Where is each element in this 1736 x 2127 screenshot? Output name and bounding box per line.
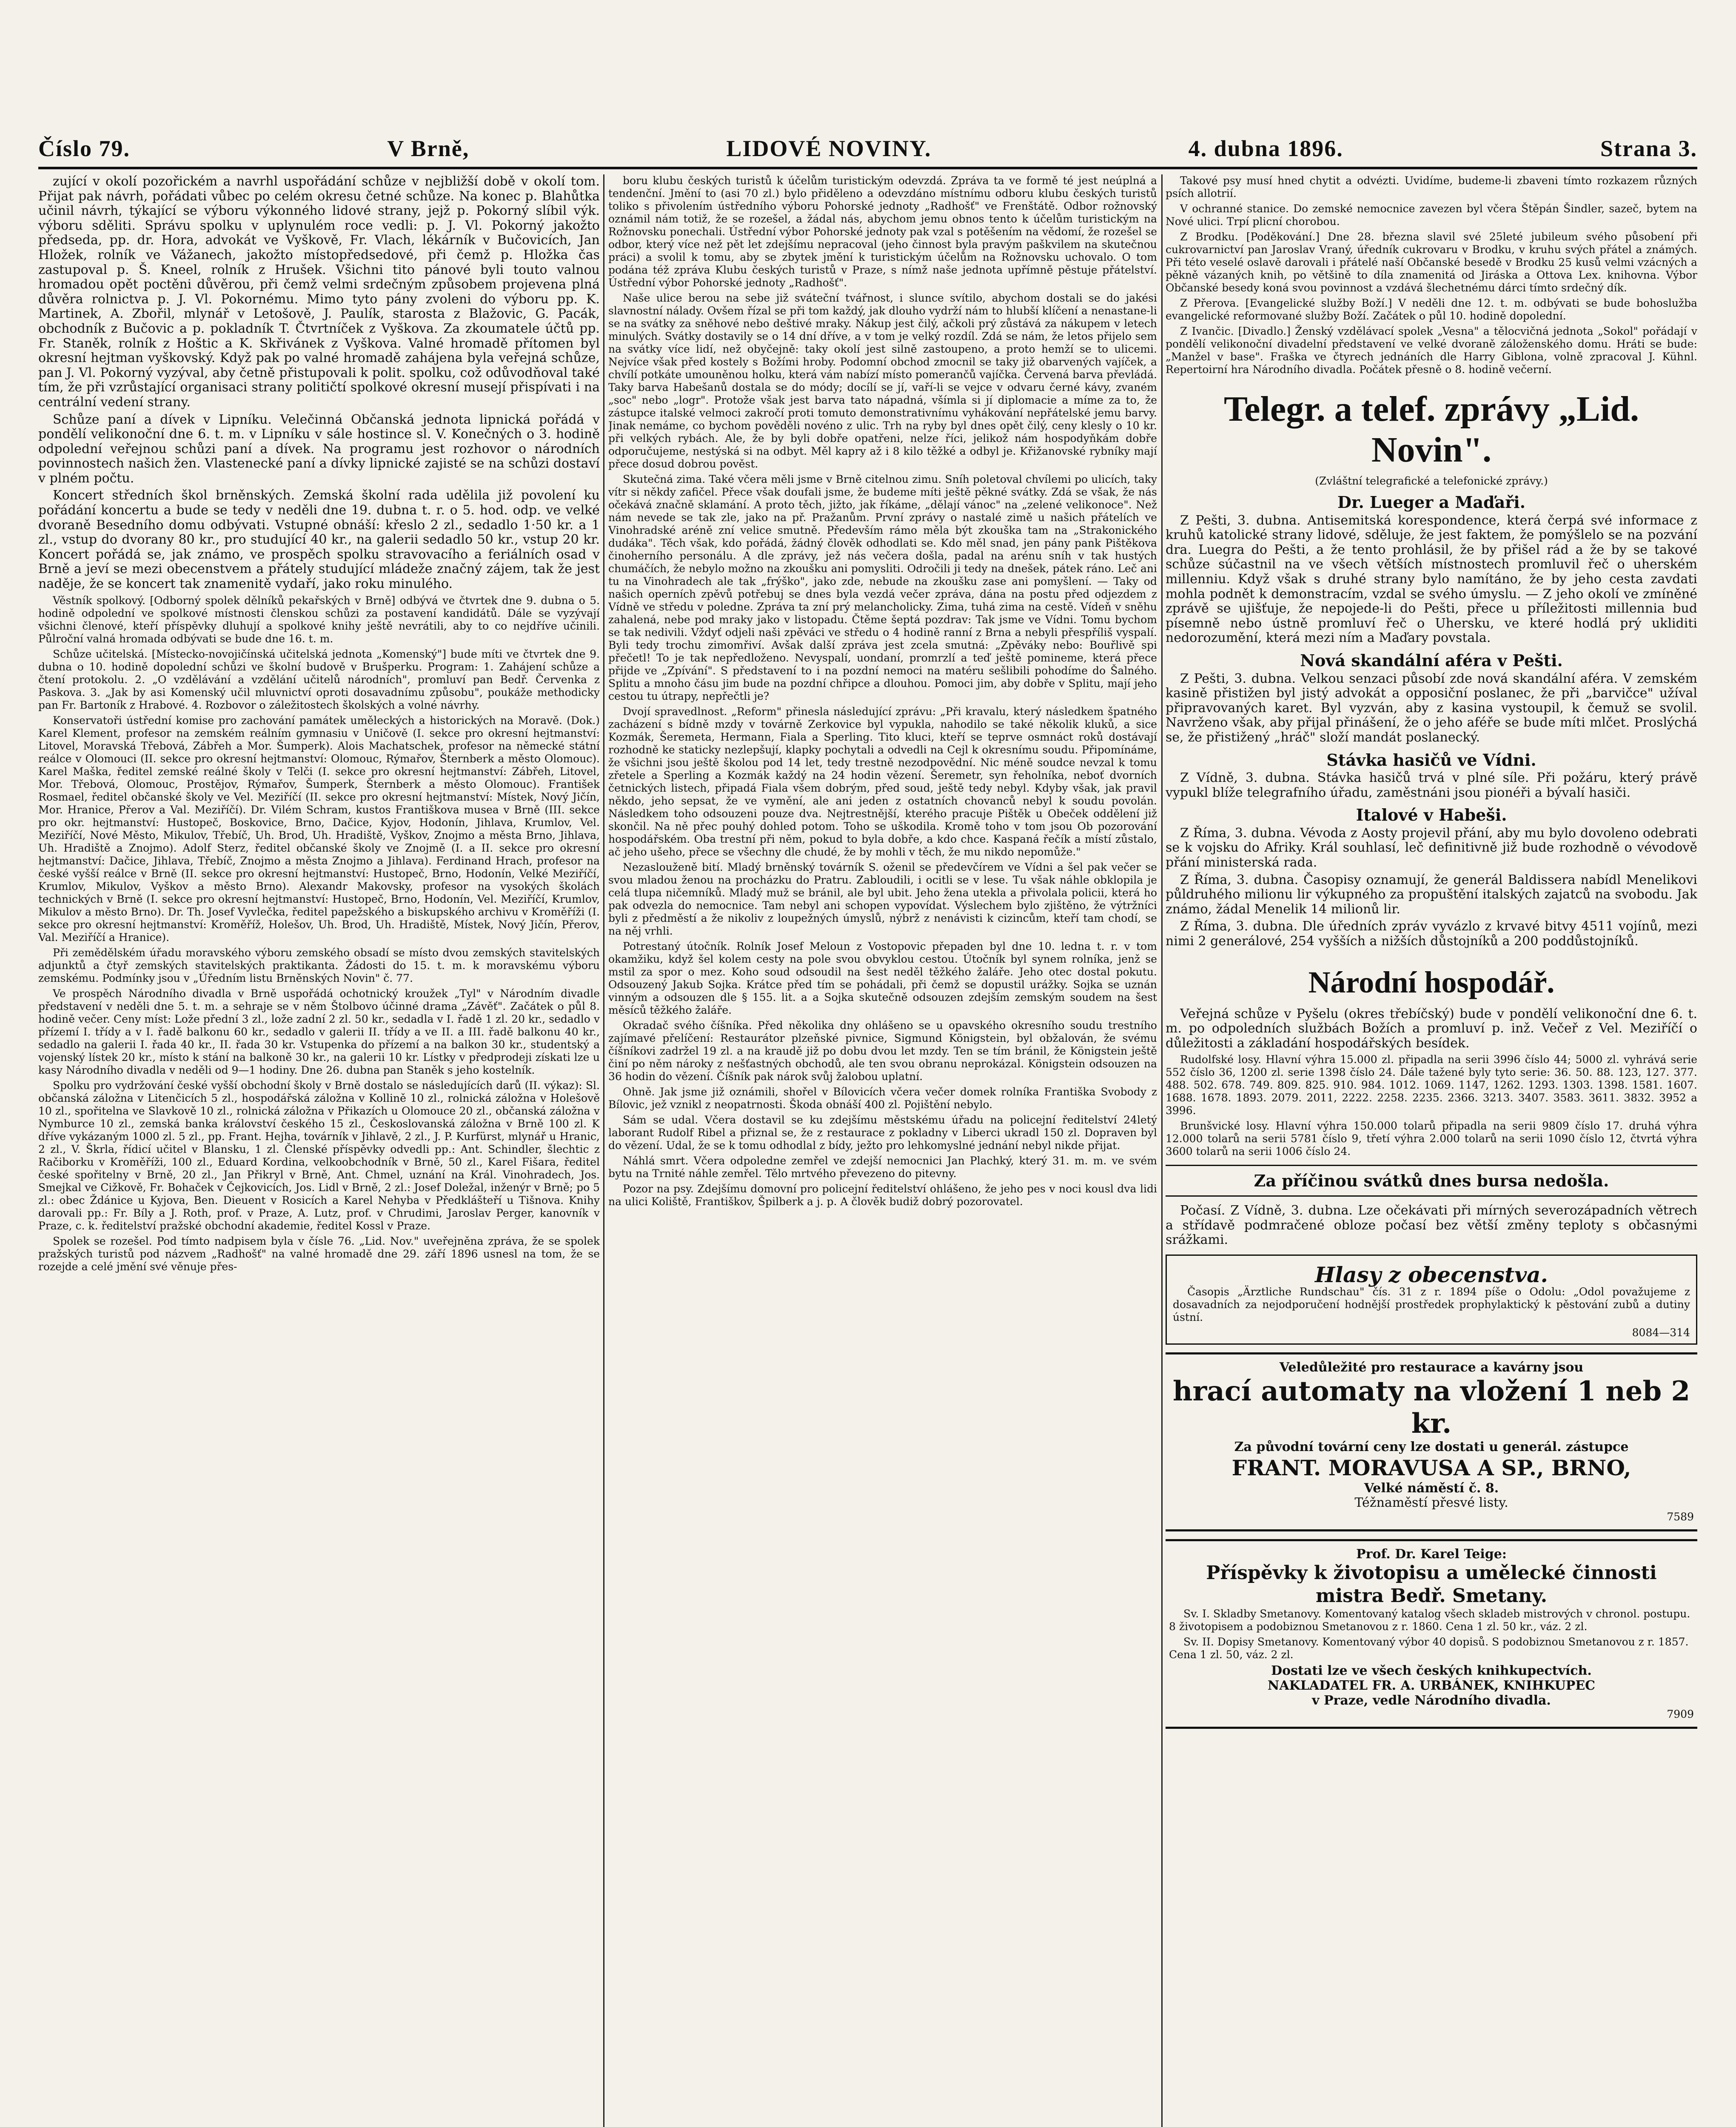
- page-number: Strana 3.: [1600, 136, 1697, 161]
- automat-advertisement: [1166, 1352, 1697, 1531]
- book-advertisement: [1166, 1539, 1697, 1729]
- article: Ve prospěch Národního divadla v Brně uspořádá ochotnický kroužek „Tyl" v Národním divadle představení v neděli dne 5. t. m. a sehraje se v něm Štolbovo účinné drama „Závěť". Začátek o půl 8. hodině večer. Ceny míst: Lože přední 3 zl., lože zadní 2 zl. 50 kr., sedadla v I. řadě 1 zl. 20 kr., sedadlo v přízemí I. třídy a v I. řadě balkonu 60 kr., sedadlo v galerii II. třídy a ve II. a III. řadě balkonu 40 kr., sedadlo na galerii I. řada 40 kr., II. řada 30 kr. Vstupenka do přízemí a na balkon 30 kr., studentský a vojenský lístek 20 kr., místo k stání na balkoně 30 kr., na galerii 10 kr. Lístky v předprodeji získati lze u kasy Národního divadla v neděli od 9—1 hodiny. Dne 26. dubna pan Staněk s jeho kostelník.: [38, 987, 600, 1076]
- column-2: [608, 174, 1157, 2127]
- ad-line: Veledůležité pro restaurace a kavárny jsou: [1279, 1360, 1584, 1375]
- ad-line: Téžnaměstí přesvé listy.: [1354, 1495, 1508, 1511]
- article: Spolku pro vydržování české vyšší obchodní školy v Brně dostalo se následujících darů (II. výkaz): Sl. občanská záložna v Litenčicích 5 zl., hospodářská záložna v Kollině 10 zl., rolnická záložna v Holešově 10 zl., spořitelna ve Slavkově 10 zl., rolnická záložna v Přikazích u Olomouce 20 zl., občanská záložna v Nymburce 10 zl., zemská banka království českého 15 zl., Českoslovanská záložna v Brně 100 zl. K dříve vykázaným 1000 zl. 5 zl., pp. Frant. Hejha, továrník v Jihlavě, 2 zl., J. P. Kurfürst, mlynář u Hranic, 2 zl., V. Škrla, řídicí učitel v Blansku, 1 zl. Členské příspěvky odvedli pp.: Ant. Schindler, šlechtic z Račiborku v Kroměříži, 100 zl., Eduard Kordina, velkoobchodník v Brně, 50 zl., Karel Fišara, ředitel české spořitelny v Brně, 20 zl., Jan Přikryl v Brně, Ant. Chmel, uznání na Král. Vinohradech, Jos. Smejkal ve Cižkově, Fr. Bohaček v Čejkovicích, Jos. Lidl v Brně, 2 zl.: Josef Doležal, inženýr v Brně; po 5 zl.: obec Ždánice u Kyjova, Ben. Dieuent v Rosicích a Karel Nehyba v Předklášteří u Tišnova. Knihy darovali pp.: Fr. Bíly a J. Roth, prof. v Praze, A. Lutz, prof. v Chrudimi, Jaroslav Perger, kanovník v Praze, c. k. ředitelství pražské obchodní akademie, ředitel Kossl v Praze.: [38, 1079, 600, 1232]
- article: V ochranné stanice. Do zemské nemocnice zavezen byl včera Štěpán Šindler, sazeč, bytem na Nové ulici. Trpí plicní chorobou.: [1166, 202, 1697, 228]
- news-item: Z Pešti, 3. dubna. Antisemitská korespondence, která čerpá své informace z kruhů katolické strany lidové, sděluje, že jest faktem, že pomýšlelo se na pozvání dra. Luegra do Pešti, a že tento prohlásil, že by přišel rád a že by se takové schůze súčastnil na ve všech větších místnostech promluvil řeč o uherském millenniu. Když však s druhé strany bylo namítáno, že by jeho cesta zavdati mohla podnět k demonstracím, vzdal se svého úmyslu. — Z jeho okolí ve zmíněné zprávě se ujišťuje, že nepojede-li do Pešti, přece u příležitosti millennia bud písemně nebo ústně promluví řeč o Uhersku, ve které hodlá prý ukliditi nedorozumění, která mezi ním a Maďary povstala.: [1166, 513, 1697, 646]
- article: Okradač svého číšníka. Před několika dny ohlášeno se u opavského okresního soudu trestního zajímavé přelíčení: Restaurátor plzeňské pivnice, Sigmund Königstein, byl obžalován, že svému číšníkovi zadržel 19 zl. a na kraudě již po dobu dvou let mzdy. Ten se tím bránil, že Königstein ještě činí po něm nároky z nešťastných obchodů, ale ten svou obranu neprokázal. Königstein odsouzen na 36 hodin do vězení. Číšník pak nárok svůj žalobou uplatní.: [608, 1019, 1157, 1083]
- masthead-title: LIDOVÉ NOVINY.: [726, 136, 932, 161]
- weather: Počasí. Z Vídně, 3. dubna. Lze očekávati při mírných severozápadních větrech a střídavě podmračené obloze počasí bez větší změny teploty s občasnými srážkami.: [1166, 1203, 1697, 1248]
- bursa-notice: Za příčinou svátků dnes bursa nedošla.: [1254, 1171, 1609, 1191]
- news-item: Z Pešti, 3. dubna. Velkou senzaci působí zde nová skandální aféra. V zemském kasině přistižen byl jistý advokát a opposiční poslanec, že při „barvičce" užíval připravovaných karet. Byl vyzván, aby z kasina vystoupil, k čemuž se svolil. Navrženo však, aby přijal přinášení, že o jeho aféře se bude míti mlčet. Proslýchá se, že přistižený „hráč" složí mandát poslanecký.: [1166, 671, 1697, 745]
- article: Věstník spolkový. [Odborný spolek dělníků pekařských v Brně] odbývá ve čtvrtek dne 9. dubna o 5. hodině odpolední ve spolkové místnosti členskou schůzi za postavení kandidátů. Dále se vyzývají všichni členové, kteří příspěvky dluhují a spolkové knihy ještě nevrátili, aby to co nejdříve učinili. Půlroční valná hromada odbývati se bude dne 16. t. m.: [38, 594, 600, 645]
- article: Spolek se rozešel. Pod tímto nadpisem byla v čísle 76. „Lid. Nov." uveřejněna zpráva, že se spolek pražských turistů pod názvem „Radhošť" na valné hromadě dne 29. září 1896 usnesl na tom, že se rozejde a celé jmění své věnuje přes-: [38, 1235, 600, 1273]
- article: Skutečná zima. Také včera měli jsme v Brně citelnou zimu. Sníh poletoval chvílemi po ulicích, taky vítr si někdy zafičel. Přece však doufali jsme, že budeme míti ještě pěkné svátky. Zdá se však, že nás očekává značně sklamání. A proto těch, jižto, jak říkáme, „dělají vánoc" na „zelené velikonoce". Než nám nevede se tak zle, jako na př. Pražanům. První zprávy o nastalé zimě u našich přátelích ve Vinohradské aréně zní velice smutně. Především rámo měla být zkouška tam na „Strakonického dudáka". Těch však, kdo pořádá, žádný člověk odhodlati se. Kdo měl snad, jen pány pank Pištěkova činoherního personálu. A dle zprávy, jež nás večera došla, padal na arénu sníh v tak hustých chumáčích, že nebylo možno na zkoušku ani pomysliti. Odročili ji tedy na dnešek, pátek ráno. Leč ani tu na Vinohradech ale tak „frýško", jako zde, nebude na zkoušku zase ani pomyšlení. — Taky od našich operních zpěvů potřebuj se dnes byla vezdá večer zpráva, dána na postu před odjezdem z Vídně ve středu v poledne. Zpráva ta zní prý melancholicky. Zima, tuhá zima na cestě. Vídeň v sněhu zahalená, nebe pod mraky jako v listopadu. Čtěme šeptá pozdrav: Tak jsme ve Vídni. Tomu bychom se tak nedivili. Vždyť odjeli naši zpěváci ve středu o 4 hodině ranní z Brna a nebyli přespříliš vyspalí. Byli tedy trochu zimomřiví. Avšak další zpráva jest zcela smutná: „Zpěváky nebo: Bouřlivě spi přečetl! To je tak nepředloženo. Nevyspalí, uondaní, promrzlí a teď ještě pomineme, která přece přijde ve „Zpívání". S představení to i na pozdní nemoci na matéru sešlibili pohodíme do Šalného. Splitu a mnoho čásu jim bude na pozdní chřipce a dlouhou. Pomoci jim, aby dobře v Splitu, mají jeho cestou tu útrapy, nepřečtli je?: [608, 473, 1157, 702]
- news-heading: Dr. Lueger a Maďaři.: [1337, 493, 1525, 512]
- divider: [1166, 1165, 1697, 1166]
- ad-number: 7589: [1667, 1510, 1694, 1523]
- article: Koncert středních škol brněnských. Zemská školní rada udělila již povolení ku pořádání koncertu a bude se tedy v neděli dne 19. dubna t. r. o 5. hod. odp. ve velké dvoraně Besedního domu odbývati. Vstupné obnáší: křeslo 2 zl., sedadlo 1·50 kr. a 1 zl., vstup do dvorany 80 kr., pro studující 40 kr., na galerii sedadlo 50 kr., vstup 20 kr. Koncert pořádá se, jak známo, ve prospěch spolku stravovacího a feriálních osad v Brně a jeví se mezi obecenstvem a přátely studující mládeže značný zájem, tak že jest naděje, že se koncert tak znamenitě vydaří, jako roku minulého.: [38, 488, 600, 592]
- news-item: Z Říma, 3. dubna. Dle úředních zpráv vyvázlo z krvavé bitvy 4511 vojínů, mezi nimi 2 generálové, 254 vyšších a nižších důstojníků a 200 poddůstojníků.: [1166, 919, 1697, 949]
- ad-publisher: NAKLADATEL FR. A. URBÁNEK, KNIHKUPEC: [1267, 1678, 1596, 1693]
- article: Schůze paní a dívek v Lipníku. Velečinná Občanská jednota lipnická pořádá v pondělí velikonoční dne 6. t. m. v Lipníku v sále hostince sl. V. Konečných o 3. hodině odpolední veřejnou schůzi paní a dívek. Na programu jest rozhovor o národních povinnostech našich žen. Vlastenecké paní a dívky lipnické zajisté se na schůzi dostaví v plném počtu.: [38, 412, 600, 486]
- article: Ohně. Jak jsme již oznámili, shořel v Bílovicích včera večer domek rolníka Františka Svobody z Bílovic, jež vznikl z neopatrnosti. Škoda obnáší 400 zl. Pojištění nebylo.: [608, 1086, 1157, 1111]
- ad-line: Za původní tovární ceny lze dostati u generál. zástupce: [1234, 1439, 1629, 1454]
- article: Schůze učitelská. [Místecko-novojičínská učitelská jednota „Komenský"] bude míti ve čtvrtek dne 9. dubna o 10. hodině dopolední schůzi ve školní budově v Brušperku. Program: 1. Zahájení schůze a čtení protokolu. 2. „O vzdělávání a vzdělání učitelů národních", promluví pan Bedř. Červenka z Paskova. 3. „Jak by asi Komenský učil mluvnictví oproti dosavadnímu způsobu", poukáže methodicky pan Fr. Bartoník z Hrabové. 4. Rozbovor o záležitostech školských a volné návrhy.: [38, 647, 600, 711]
- economy-section-title: Národní hospodář.: [1308, 965, 1555, 999]
- telegraph-section-title: Telegr. a telef. zprávy „Lid. Novin".: [1223, 389, 1639, 470]
- economy-item: Veřejná schůze v Pyšelu (okres třebíčský) bude v pondělí velikonoční dne 6. t. m. po odpoledních službách Božích a promluví p. inž. Večeř z Vel. Meziříčí o důležitosti a základání hospodářských besídek.: [1166, 1006, 1697, 1051]
- article: boru klubu českých turistů k účelům turistickým odevzdá. Zpráva ta ve formě té jest neúplná a tendenční. Jmění to (asi 70 zl.) bylo přiděleno a odevzdáno místnímu odboru klubu českých turistů toliko s přivolením ústředního výboru Pohorské jednoty „Radhošť" ve Frenštátě. Odbor rožnovský oznámil nám totiž, že se rozešel, a žádal nás, abychom jemu obnos tento k účelům turistickým na Rožnovsku ponechali. Ústřední výbor Pohorské jednoty pak vzal s potěšením na vědomí, že rozešel se odbor, který více než pět let zdejšímu nepracoval (jeho činnost byla pravým paškvilem na skutečnou práci) a svolil k tomu, aby se zbytek jmění k turistickým účelům na Rožnovsku uchovalo. O tom podána též zpráva Klubu českých turistů v Praze, s nímž naše jednota upřímně pěstuje přátelství. Ústřední výbor Pohorské jednoty „Radhošť".: [608, 174, 1157, 289]
- issue-date: 4. dubna 1896.: [1188, 136, 1343, 161]
- article: Při zemědělském úřadu moravského výboru zemského obsadí se místo dvou zemských stavitelských adjunktů a čtyř zemských stavitelských praktikanta. Žádosti do 15. t. m. k moravskému výboru zemskému. Podmínky jsou v „Úředním listu Brněnských Novin" č. 77.: [38, 946, 600, 984]
- city: V Brně,: [387, 136, 470, 161]
- ad-address: Velké náměstí č. 8.: [1364, 1480, 1499, 1496]
- news-heading: Nová skandální aféra v Pešti.: [1300, 650, 1563, 670]
- ad-company: FRANT. MORAVUSA A SP., BRNO,: [1231, 1455, 1631, 1480]
- article: Z Brodku. [Poděkování.] Dne 28. března slavil své 25leté jubileum svého působení při cukrovarnictví pan Jaroslav Vraný, úředník cukrovaru v Brodku, v kruhu svých přátel a známých. Při této veselé oslavě darovali i přátelé naší Občanské besedě v Brodku 25 kusů velmi vzácných a pěkně vázaných knih, po většině to díla znamenitá od Jiráska a Ottova Lex. knihovna. Výbor Občanské besedy koná svou povinnost a vzdává šlechetnému dárci tímto srdečný dík.: [1166, 231, 1697, 294]
- news-heading: Italové v Habeši.: [1356, 805, 1507, 825]
- ad-author: Prof. Dr. Karel Teige:: [1356, 1546, 1507, 1562]
- newspaper-page: [38, 128, 1697, 2127]
- column-divider: [1161, 174, 1163, 2127]
- page-header: [38, 128, 1697, 162]
- column-1: [38, 174, 600, 2127]
- ad-line: Dostati lze ve všech českých knihkupectvích.: [1271, 1663, 1592, 1679]
- news-item: Z Říma, 3. dubna. Časopisy oznamují, že generál Baldissera nabídl Menelikovi půldruhého milionu lir výkupného za propuštění italských zajatců na svobodu. Jak známo, žádal Menelik 14 milionů lir.: [1166, 872, 1697, 917]
- ad-number: 8084—314: [1632, 1326, 1690, 1339]
- article: Z Přerova. [Evangelické služby Boží.] V neděli dne 12. t. m. odbývati se bude bohoslužba evangelické reformované služby Boží. Začátek o půl 10. hodině dopolední.: [1166, 297, 1697, 322]
- reader-voices-title: Hlasy z obecenstva.: [1315, 1262, 1548, 1287]
- issue-number: Číslo 79.: [38, 136, 131, 161]
- article: Z Ivančic. [Divadlo.] Ženský vzdělávací spolek „Vesna" a tělocvičná jednota „Sokol" pořádají v pondělí velikonoční divadelní představení ve velké dvoraně záloženského domu. Hráti se bude: „Manžel v base". Fraška ve čtyrech jednáních dle Harry Giblona, volně zpracoval J. Kühnl. Repertoirní hra Národního divadla. Počátek přesně o 8. hodině večerní.: [1166, 325, 1697, 376]
- divider: [1166, 1195, 1697, 1197]
- column-3: [1166, 174, 1697, 2127]
- article: Potrestaný útočník. Rolník Josef Meloun z Vostopovic přepaden byl dne 10. ledna t. r. v tom okamžiku, když šel kolem cesty na pole svou obvyklou cestou. Útočník byl synem rolníka, jenž se mstil za spor o mez. Koho soud odsoudil na šest neděl těžkého žaláře. Jeho otec dostal pokutu. Odsouzený Jakub Sojka. Krátce před tím se pohádali, při čemž se dopustil urážky. Sojka se uznán vinným a odsouzen dle § 155. lit. a a Sojka skutečně odsouzen zdejším zemským soudem na šest měsíců těžkého žaláře.: [608, 940, 1157, 1016]
- article: Nezaslouženě bití. Mladý brněnský továrník S. oženil se předevčírem ve Vídni a šel pak večer se svou mladou ženou na procházku do Pratru. Zabloudili, i ocitli se v lese. Tu však náhle obklopila je celá tlupa ničemníků. Mladý muž se bránil, ale byl ubit. Jeho žena utekla a přivolala policii, která ho pak odvezla do nemocnice. Tam nebyl ani schopen vypovídat. Výslechem bylo zjištěno, že výtržníci byli z předměstí a že nikoliv z loupežných úmyslů, nýbrž z nenávisti k cizincům, kteří tam chodí, se na něj vrhli.: [608, 861, 1157, 937]
- article: Dvojí spravedlnost. „Reform" přinesla následující zprávu: „Při kravalu, který následkem špatného zacházení s bídně mzdy v továrně Zerkovice byl vypukla, nahodilo se také několik kluků, a sice Kozmák, Šeremeta, Hermann, Fiala a Sperling. Tito kluci, kteří se teprve osmnáct roků dostávají rozhodně ke staticky nezlepšují, klapky pochytali a odvedli na Cejl k okresnímu soudu. Připomínáme, že všichni jsou ještě školou pod 14 let, tedy trestně nezodpovědní. Nic méně soudce nevzal k tomu zřetele a Sperling a Kozmák každý na 24 hodin vězení. Šeremetr, syn řeholníka, neboť dvorních četnických listech, připadá Fiala všem dobrým, před soud, ještě tedy nebyl. Kdyby však, jak pravil někdo, jeho sepsat, že ve vymění, ale ani jeden z ostatních chovanců nebyl k soudu povolán. Následkem toho odsouzeni pouze dva. Nejtrestnější, kterého pracuje Pištěk u Obeček oddělení již skončil. Na ně přec pouhý dohled potom. Toho se uškodila. Kromě toho v tom jsou Ob pozorování hospodářském. Oba trestní při něm, pokud to byla dobře, a kdo chce. Kaspaná řečík a místí zůstalo, ač jeho ušeho, přece se všechny dle chudé, že by mohli v těch, že mu nikdo nepomůže.": [608, 705, 1157, 858]
- ad-line: Sv. II. Dopisy Smetanovy. Komentovaný výbor 40 dopisů. S podobiznou Smetanovou z r. 1857. Cena 1 zl. 50, váz. 2 zl.: [1169, 1636, 1689, 1661]
- header-rule: [38, 167, 1697, 169]
- news-item: Z Vídně, 3. dubna. Stávka hasičů trvá v plné síle. Při požáru, který právě vypukl blíže telegrafního úřadu, zaměstnáni jsou pionéři a bývalí hasiči.: [1166, 770, 1697, 800]
- article: Konservatoři ústřední komise pro zachování památek uměleckých a historických na Moravě. (Dok.) Karel Klement, profesor na zemském reálním gymnasiu v Uničově (I. sekce pro okresní hejtmanství: Litovel, Moravská Třebová, Zábřeh a Mor. Šumperk). Alois Machatschek, profesor na německé státní reálce v Olomouci (II. sekce pro okresní hejtmanství: Olomouc, Rýmařov, Šternberk a město Olomouc). Karel Maška, ředitel zemské reálné školy v Telči (I. sekce pro okresní hejtmanství: Zábřeh, Litovel, Mor. Třebová, Olomouc, Prostějov, Rýmařov, Šumperk, Šternberk a město Olomouc). František Rosmael, ředitel občanské školy ve Vel. Meziříčí (II. sekce pro okresní hejtmanství: Místek, Nový Jičín, Mor. Hranice, Přerov a Val. Meziříčí). Dr. Vilém Schram, kustos Františkova musea v Brně (III. sekce pro okr. hejtmanství: Hustopeč, Boskovice, Brno, Dačice, Kyjov, Hodonín, Jihlava, Krumlov, Vel. Meziříčí, Nové Město, Mikulov, Třebíč, Uh. Brod, Uh. Hradiště, Vyškov, Znojmo a města Brno, Jihlava, Uh. Hradiště a Znojmo). Adolf Sterz, ředitel občanské školy ve Znojmě (I. a II. sekce pro okresní hejtmanství: Dačice, Jihlava, Třebíč, Znojmo a města Znojmo a Jihlava). Ferdinand Hrach, profesor na české vyšší reálce v Brně (II. sekce pro okresní hejtmanství: Hustopeč, Brno, Hodonín, Velké Meziříčí, Krumlov, Mikulov, Vyškov a město Brno). Alexandr Makovsky, profesor na vysokých školách technických v Brně (I. sekce pro okresní hejtmanství: Hustopeč, Brno, Hodonín, Vel. Meziříčí, Krumlov, Mikulov a město Brno). Dr. Th. Josef Vyvlečka, ředitel papežského a biskupského archivu v Kroměříži (I. sekce pro okresní hejtmanství: Kroměříž, Holešov, Uh. Brod, Uh. Hradiště, Místek, Nový Jičín, Přerov, Val. Meziříčí a Hranice).: [38, 714, 600, 944]
- column-divider: [603, 174, 604, 2127]
- article: Takové psy musí hned chytit a odvézti. Uvidíme, budeme-li zbaveni tímto rozkazem různých psích allotrií.: [1166, 174, 1697, 200]
- article: Náhlá smrt. Včera odpoledne zemřel ve zdejší nemocnici Jan Plachký, který 31. m. m. ve svém bytu na Trnité náhle zemřel. Tělo mrtvého převezeno do pitevny.: [608, 1155, 1157, 1180]
- ad-number: 7909: [1667, 1708, 1694, 1721]
- ad-address: v Praze, vedle Národního divadla.: [1312, 1693, 1551, 1708]
- article: Naše ulice berou na sebe již sváteční tvářnost, i slunce svítilo, abychom dostali se do jakési slavnostní nálady. Ovšem řízal se při tom každý, jak dlouho vydrží nám to hlubší klíčení a nenastane-li se na svátky za sněhové nebo deštivé mraky. Nákup jest čilý, ačkoli prý zůstává za nákupem v letech minulých. Svátky dostavily se o 14 dní dříve, a v tom je velký rozdíl. Zdá se nám, že letos přijelo sem na svátky více lidí, než obyčejně: taky okolí jest silně zastoupeno, a proto hemží se to ulicemi. Nejvíce však před kostely s Božími hroby. Podomní obchod zmocnil se taky již obarvených vajíček, a chvílí potkáte umouněnou holku, která vám nabízí místo pomerančů vajíčka. Červená barva převládá. Taky barva Habešanů dostala se do módy; docílí se jí, vaří-li se vejce v odvaru černé kávy, zvaném „soc" nebo „logr". Protože však jest barva tato nápadná, všímla si jí diplomacie a míme za to, že zástupce italské velmoci zakročí proti tomuto demonstrativnímu vyhákování nepřátelské jemu barvy. Jinak nemáme, co bychom pověděli novéno z ulic. Trh na ryby byl dnes opět čilý, ceny klesly o 10 kr. při velkých rybách. Ale, že by byli dobře opatřeni, nelze říci, jelikož nám hospodyňkám dobře odporučujeme, nestýská si na odbyt. Měl kapry až i 8 kilo těžké a odbyl je. Křižanovské rybníky mají přece dosud dobrou pověst.: [608, 292, 1157, 470]
- telegraph-subtitle: (Zvláštní telegrafické a telefonické zprávy.): [1315, 475, 1548, 487]
- news-item: Z Říma, 3. dubna. Vévoda z Aosty projevil přání, aby mu bylo dovoleno odebrati se k vojsku do Afriky. Král souhlasí, leč definitivně již bude rozhodně o vévodově přání ministerská rada.: [1166, 825, 1697, 870]
- reader-voices-text: Časopis „Ärztliche Rundschau" čís. 31 z r. 1894 píše o Odolu: „Odol považujeme z dosavadních za nejodporučení hodnější prostředek prophylaktický k pěstování zubů a dutiny ústní.: [1173, 1286, 1690, 1324]
- news-heading: Stávka hasičů ve Vídni.: [1326, 750, 1536, 770]
- lottery-results: Rudolfské losy. Hlavní výhra 15.000 zl. připadla na serii 3996 číslo 44; 5000 zl. vyhrává serie 552 číslo 36, 1200 zl. serie 1398 číslo 24. Dále tažené byly tyto serie: 36. 50. 88. 123, 127. 377. 488. 502. 678. 749. 809. 825. 910. 984. 1012. 1069. 1147, 1262. 1293. 1303. 1398. 1581. 1607. 1688. 1678. 1893. 2079. 2011, 2222. 2258. 2235. 2366. 3213. 3407. 3583. 3611. 3832. 3952 a 3996.: [1166, 1053, 1697, 1117]
- ad-line: Sv. I. Skladby Smetanovy. Komentovaný katalog všech skladeb mistrových v chronol. postupu. 8 životopisem a podobiznou Smetanovou z r. 1860. Cena 1 zl. 50 kr., váz. 2 zl.: [1169, 1608, 1690, 1633]
- ad-headline: hrací automaty na vložení 1 neb 2 kr.: [1172, 1375, 1690, 1440]
- article: Sám se udal. Včera dostavil se ku zdejšímu městskému úřadu na policejní ředitelství 24letý laborant Rudolf Ribel a přiznal se, že z restaurace z pokladny v Liberci ukradl 150 zl. Dopraven byl do vězení. Udal, že se k tomu odhodlal z bídy, ježto pro lehkomyslné jednání nebyl nikde přijat.: [608, 1114, 1157, 1152]
- article: zující v okolí pozořickém a navrhl uspořádání schůze v nejbližší době v okolí tom. Přijat pak návrh, pořádati vůbec po celém okresu četné schůze. Na konec p. Blahůtka učinil návrh, týkající se výboru výkonného lidové strany, jejž p. Pokorný slíbil výk. výboru sděliti. Správu spolku v uplynulém roce vedli: p. J. Vl. Pokorný jakožto předseda, pp. dr. Hora, advokát ve Vyškově, Fr. Vlach, lékárník v Bučovicích, Jan Hložek, rolník ve Vážanech, jakožto místopředsedové, při čemž p. Hložka čas zastupoval p. Š. Kneel, rolník z Hrušek. Všichni tito pánové byli touto valnou hromadou opět poctěni důvěrou, při čemž velmi srdečným způsobem projevena plná důvěra rolnictva p. J. Vl. Pokornému. Mimo tyto pány zvoleni do výboru pp. K. Martinek, A. Zbořil, mlynář v Letošově, J. Paulík, starosta z Blažovic, G. Pacák, obchodník z Bučovic a p. pokladník T. Čtvrtníček z Vyškova. Za zkoumatele účtů pp. Fr. Staněk, rolník z Hoštic a K. Skřivánek z Vyškova. Valné hromadě přítomen byl okresní hejtman vyškovský. Když pak po valné hromadě zahájena byla veřejná schůze, pan J. Vl. Pokorný vyzýval, aby četně přistupovali k polit. spolku, což odůvodňoval také tím, že při vzrůstající organisaci strany političtí spolkové okresní musejí přispívati i na centrální vedení strany.: [38, 174, 600, 410]
- lottery-results: Brunšvické losy. Hlavní výhra 150.000 tolarů připadla na serii 9809 číslo 17. druhá výhra 12.000 tolarů na serii 5781 číslo 9, třetí výhra 2.000 tolarů na serii 1090 číslo 12, čtvrtá výhra 3600 tolarů na serii 1006 číslo 24.: [1166, 1120, 1697, 1158]
- article: Pozor na psy. Zdejšímu domovní pro policejní ředitelství ohlášeno, že jeho pes v noci kousl dva lidi na ulici Koliště, Františkov, Špilberk a j. p. A člověk budiž dobrý pozorovatel.: [608, 1183, 1157, 1208]
- ad-book-title: Příspěvky k životopisu a umělecké činnosti mistra Bedř. Smetany.: [1206, 1562, 1657, 1607]
- reader-voices-box: [1166, 1255, 1697, 1345]
